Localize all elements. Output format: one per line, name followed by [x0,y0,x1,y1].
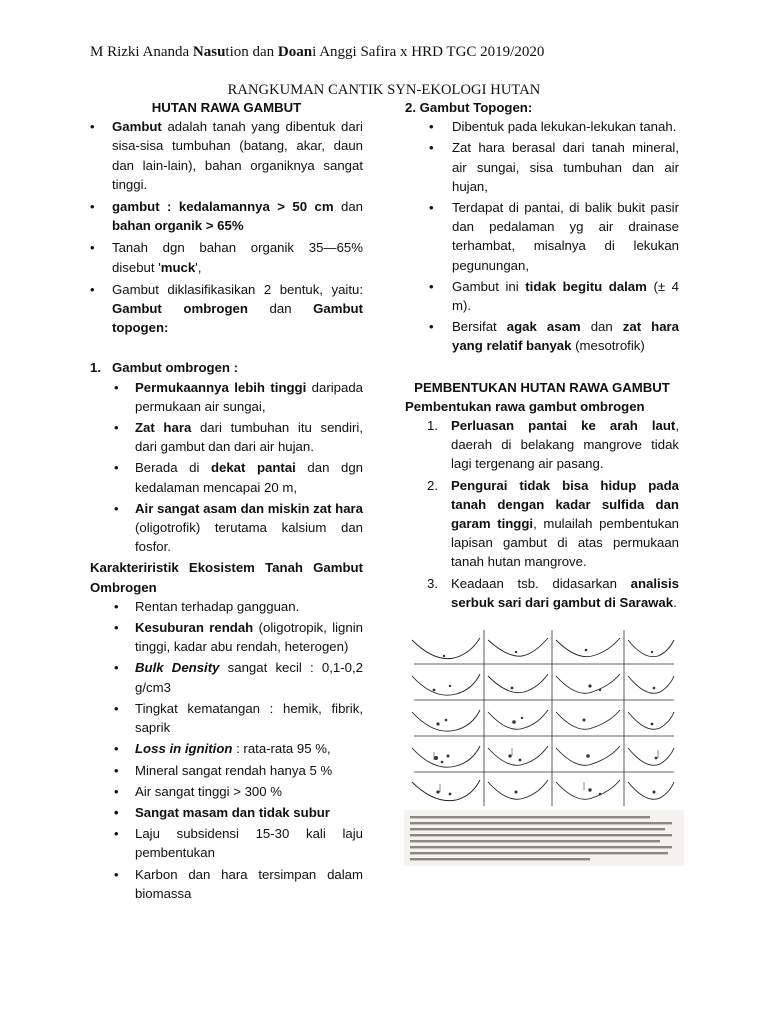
list-item: • Tingkat kematangan : hemik, fibrik, saprik [112,699,363,737]
document-header [90,44,544,61]
list-item: • Terdapat di pantai, di balik bukit pasir dan pedalaman yg air drainase terhambat, misalnya di lekukan pegunungan, [427,198,679,275]
karakteristik-list [112,597,363,903]
section-heading: 2. Gambut Topogen: [405,100,533,115]
list-item: • Gambut adalah tanah yang dibentuk dari sisa-sisa tumbuhan (batang, akar, daun dan lain-lain), bahan organiknya sangat tinggi. [90,117,363,194]
header-text-bold: Nasu [192,44,226,60]
list-item: • gambut : kedalamannya > 50 cm dan bahan organik > 65% [90,197,363,235]
list-item: • Laju subsidensi 15-30 kali laju pembentukan [112,824,363,862]
gambut-definition-list [90,117,363,337]
peat-swamp-formation-diagram [404,628,684,808]
list-item: • Mineral sangat rendah hanya 5 % [112,761,363,780]
ombrogen-list [112,378,363,557]
list-item: 2. Pengurai tidak bisa hidup pada tanah dengan kadar sulfida dan garam tinggi, mulailah pembentukan lapisan gambut di atas permukaan tanah hutan mangrove. [427,477,679,570]
left-column [90,98,363,905]
header-text: M Rizki Ananda [90,44,193,60]
list-item: • Kesuburan rendah (oligotropik, lignin tinggi, kadar abu rendah, heterogen) [112,618,363,656]
list-item: • Air sangat asam dan miskin zat hara (oligotrofik) terutama kalsium dan fosfor. [112,499,363,557]
list-item: • Zat hara dari tumbuhan itu sendiri, dari gambut dan dari air hujan. [112,418,363,456]
header-text: i Anggi Safira x HRD TGC 2019/2020 [312,44,545,60]
pembentukan-list [427,416,679,612]
list-item: • Gambut diklasifikasikan 2 bentuk, yaitu: Gambut ombrogen dan Gambut topogen: [90,280,363,338]
list-item: 1. Perluasan pantai ke arah laut, daerah di belakang mangrove tidak lagi tergenang air pasang. [427,418,679,472]
list-item: • Air sangat tinggi > 300 % [112,782,363,801]
section-heading: PEMBENTUKAN HUTAN RAWA GAMBUT [414,379,670,395]
list-item: • Permukaannya lebih tinggi daripada permukaan air sungai, [112,378,363,416]
subsection-heading: Pembentukan rawa gambut ombrogen [405,398,645,414]
list-item: • Dibentuk pada lekukan-lekukan tanah. [427,117,679,136]
caption-text-lines [410,814,678,862]
list-item: • Loss in ignition : rata-rata 95 %, [112,739,363,758]
right-column [405,98,679,614]
list-item: • Tanah dgn bahan organik 35—65% disebut 'muck', [90,238,363,276]
list-item: • Gambut ini tidak begitu dalam (± 4 m). [427,277,679,315]
list-item: • Rentan terhadap gangguan. [112,597,363,616]
karakteristik-heading: Karakteriristik Ekosistem Tanah Gambut Ombrogen [90,560,363,595]
document-title: RANGKUMAN CANTIK SYN-EKOLOGI HUTAN [227,82,541,98]
list-item: • Zat hara berasal dari tanah mineral, air sungai, sisa tumbuhan dan air hujan, [427,138,679,196]
numbered-heading: 1. Gambut ombrogen : [90,360,239,376]
topogen-list [427,117,679,355]
list-item: • Karbon dan hara tersimpan dalam biomassa [112,865,363,903]
header-text-bold: Doan [277,44,313,60]
list-item: • Sangat masam dan tidak subur [112,803,363,822]
figure-caption-illegible [404,810,684,866]
header-text: tion dan [225,44,278,60]
section-heading: HUTAN RAWA GAMBUT [151,100,302,115]
list-item: • Berada di dekat pantai dan dgn kedalaman mencapai 20 m, [112,458,363,496]
list-item: • Bersifat agak asam dan zat hara yang relatif banyak (mesotrofik) [427,317,679,355]
list-item: • Bulk Density sangat kecil : 0,1-0,2 g/cm3 [112,658,363,696]
list-item: 3. Keadaan tsb. didasarkan analisis serbuk sari dari gambut di Sarawak. [427,575,679,610]
